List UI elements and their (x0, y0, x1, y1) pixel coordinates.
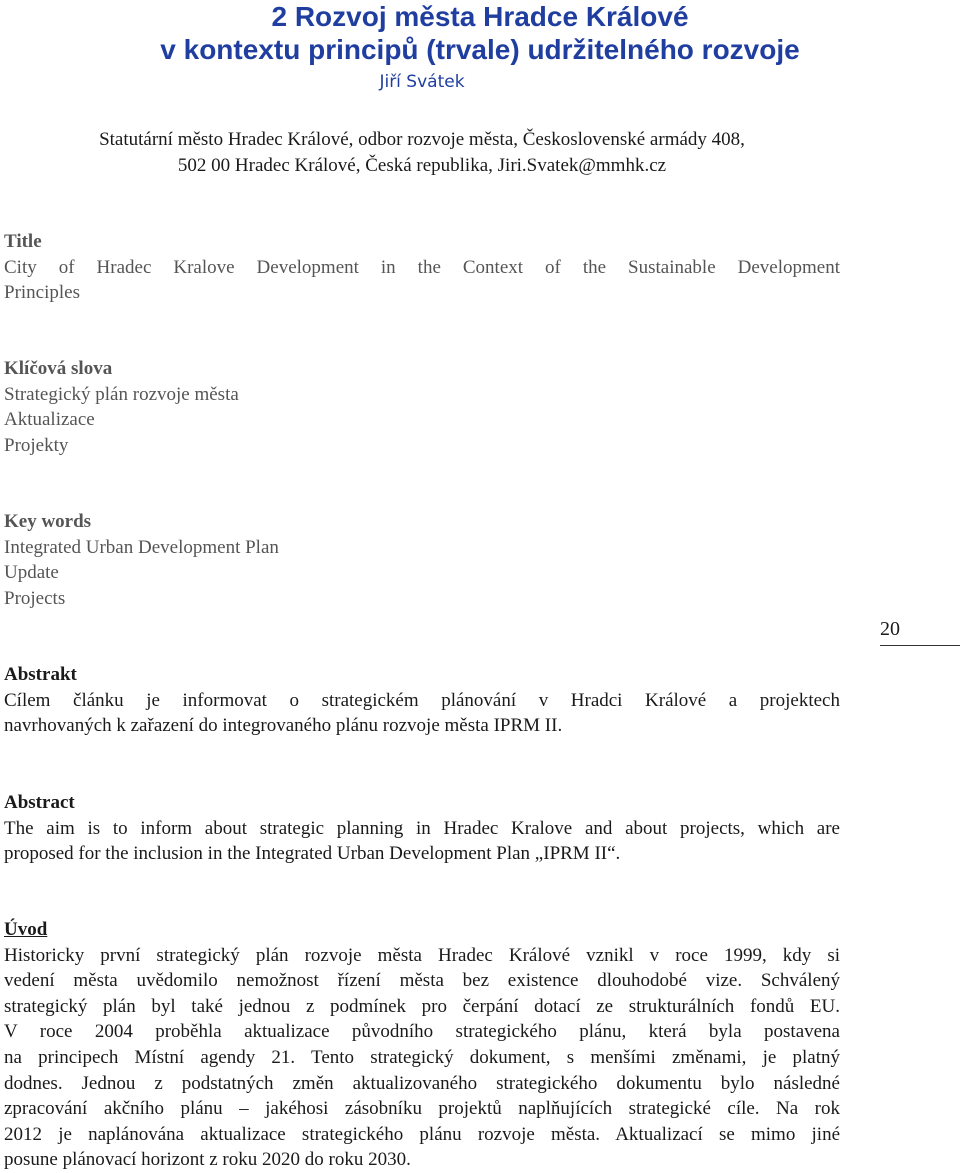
keywords-cz-heading: Klíčová slova (4, 358, 113, 379)
keyword-cz-item: Aktualizace (4, 409, 95, 431)
title-en-line-2: Principles (4, 282, 80, 304)
keyword-en-item: Integrated Urban Development Plan (4, 536, 279, 558)
affiliation-line-2: 502 00 Hradec Králové, Česká republika, Jiri.Svatek@mmhk.cz (177, 155, 667, 176)
uvod-line: na principech Místní agendy 21. Tento strategický dokument, s menšími změnami, je platný (4, 1046, 840, 1068)
keywords-en-heading: Key words (4, 511, 92, 532)
keyword-en-item: Projects (4, 587, 66, 609)
uvod-line: vedení města uvědomilo nemožnost řízení města bez existence dlouhodobé vize. Schválený (4, 970, 840, 992)
abstract-line-1: The aim is to inform about strategic planning in Hradec Kralove and about projects, which are (4, 817, 840, 839)
paper-title (0, 0, 960, 66)
abstract-heading: Abstract (4, 792, 75, 813)
uvod-line: 2012 je naplánována aktualizace strategického plánu rozvoje města. Aktualizací se mimo jiné (4, 1123, 840, 1145)
uvod-line: zpracování akčního plánu – jakéhosi zásobníku projektů naplňujících strategické cíle. Na rok (4, 1098, 840, 1120)
uvod-section (4, 917, 840, 1173)
abstract-section (4, 790, 840, 867)
keyword-cz-item: Strategický plán rozvoje města (4, 383, 239, 405)
title-line-2: v kontextu principů (trvale) udržitelného rozvoje (160, 34, 800, 65)
title-line-1: 2 Rozvoj města Hradce Králové (271, 1, 689, 32)
keyword-cz-item: Projekty (4, 434, 69, 456)
keyword-en-item: Update (4, 562, 59, 584)
keywords-cz-section (4, 356, 840, 458)
title-en-section (4, 229, 840, 306)
title-en-line-1: City of Hradec Kralove Development in the Context of the Sustainable Development (4, 256, 840, 278)
keywords-en-section (4, 509, 840, 611)
uvod-heading: Úvod (4, 919, 48, 940)
uvod-line: Historicky první strategický plán rozvoje města Hradec Králové vznikl v roce 1999, kdy si (4, 944, 840, 966)
abstract-line-2: proposed for the inclusion in the Integrated Urban Development Plan „IPRM II“. (4, 843, 621, 865)
uvod-line: posune plánovací horizont z roku 2020 do roku 2030. (4, 1149, 411, 1171)
uvod-line: strategický plán byl také jednou z podmínek pro čerpání dotací ze strukturálních fondů EU. (4, 995, 840, 1017)
affiliation-line-1: Statutární město Hradec Králové, odbor rozvoje města, Československé armády 408, (99, 129, 745, 150)
uvod-line: V roce 2004 proběhla aktualizace původního strategického plánu, která byla postavena (4, 1021, 840, 1043)
abstrakt-line-1: Cílem článku je informovat o strategickém plánování v Hradci Králové a projektech (4, 689, 840, 711)
affiliation (0, 127, 844, 179)
title-en-heading: Title (4, 231, 42, 252)
abstrakt-heading: Abstrakt (4, 664, 77, 685)
uvod-line: dodnes. Jednou z podstatných změn aktualizovaného strategického dokumentu bylo následné (4, 1072, 840, 1094)
abstrakt-section (4, 662, 840, 739)
author-name: Jiří Svátek (379, 72, 465, 92)
abstrakt-line-2: navrhovaných k zařazení do integrovaného plánu rozvoje města IPRM II. (4, 715, 563, 737)
page-number: 20 (880, 616, 960, 646)
